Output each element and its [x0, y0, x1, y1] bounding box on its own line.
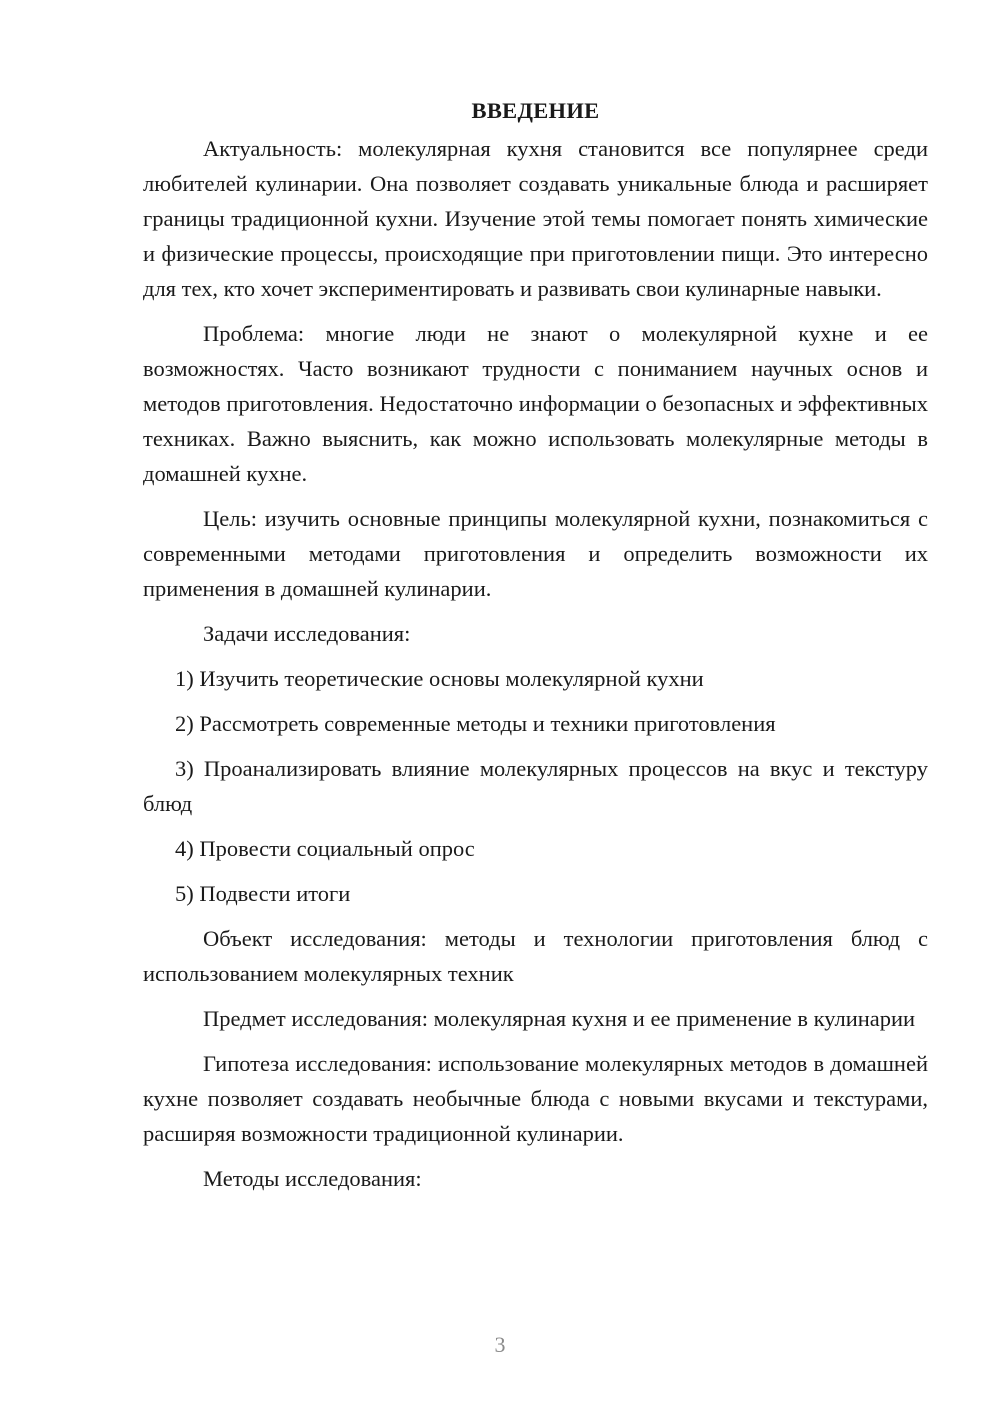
- page-number: 3: [494, 1332, 506, 1357]
- task-item-3: 3) Проанализировать влияние молекулярных процессов на вкус и текстуру блюд: [143, 756, 928, 816]
- tasks-heading: Задачи исследования:: [203, 621, 411, 646]
- page-content: [143, 95, 928, 1206]
- paragraph-object: Объект исследования: методы и технологии приготовления блюд с использованием молекулярных техник: [143, 926, 928, 986]
- task-item-4: 4) Провести социальный опрос: [175, 836, 475, 861]
- task-item-1: 1) Изучить теоретические основы молекулярной кухни: [175, 666, 704, 691]
- paragraph-methods: Методы исследования:: [203, 1166, 422, 1191]
- paragraph-hypothesis: Гипотеза исследования: использование молекулярных методов в домашней кухне позволяет создавать необычные блюда с новыми вкусами и текстурами, расширяя возможности традиционной кулинарии.: [143, 1051, 928, 1146]
- paragraph-problem: Проблема: многие люди не знают о молекулярной кухне и ее возможностях. Часто возникают трудности с пониманием научных основ и методов приготовления. Недостаточно информации о безопасных и эффективных техниках. Важно выяснить, как можно использовать молекулярные методы в домашней кухне.: [143, 321, 928, 486]
- paragraph-goal: Цель: изучить основные принципы молекулярной кухни, познакомиться с современными методами приготовления и определить возможности их применения в домашней кулинарии.: [143, 506, 928, 601]
- section-title: ВВЕДЕНИЕ: [471, 98, 600, 123]
- task-item-5: 5) Подвести итоги: [175, 881, 351, 906]
- task-item-2: 2) Рассмотреть современные методы и техники приготовления: [175, 711, 776, 736]
- paragraph-subject: Предмет исследования: молекулярная кухня и ее применение в кулинарии: [203, 1006, 916, 1031]
- paragraph-relevance: Актуальность: молекулярная кухня становится все популярнее среди любителей кулинарии. Она позволяет создавать уникальные блюда и расширяет границы традиционной кухни. Изучение этой темы помогает понять химические и физические процессы, происходящие при приготовлении пищи. Это интересно для тех, кто хочет экспериментировать и развивать свои кулинарные навыки.: [143, 136, 928, 301]
